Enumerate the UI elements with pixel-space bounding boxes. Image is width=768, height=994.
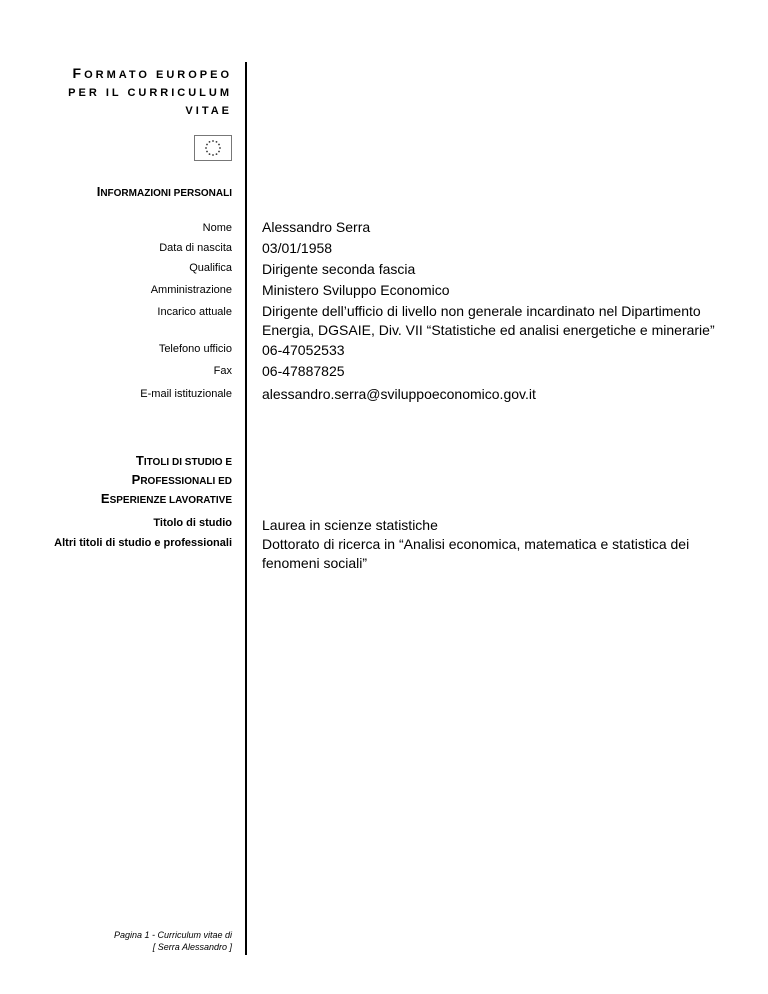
footer-line-2: [ Serra Alessandro ] [152,942,232,952]
label-nome: Nome [202,222,232,234]
page-footer [114,929,232,953]
value-altri-titoli: Dottorato di ricerca in “Analisi economica, matematica e statistica dei fenomeni sociali” [262,536,690,571]
column-divider [245,62,247,955]
label-altri-titoli: Altri titoli di studio e professionali [54,537,232,549]
label-telefono: Telefono ufficio [158,343,232,355]
value-telefono: 06-47052533 [262,342,345,358]
value-data-nascita: 03/01/1958 [262,240,333,256]
value-fax: 06-47887825 [262,363,345,379]
title-line-3: VITAE [185,105,232,117]
label-qualifica: Qualifica [189,262,232,274]
title-line-1: FORMATO EUROPEO [72,65,232,81]
value-email: alessandro.serra@sviluppoeconomico.gov.it [262,386,536,402]
title-line-2: PER IL CURRICULUM [68,87,232,99]
footer-line-1: Pagina 1 - Curriculum vitae di [113,930,232,940]
value-amministrazione: Ministero Sviluppo Economico [262,282,450,298]
value-incarico: Dirigente dell’ufficio di livello non generale incardinato nel Dipartimento Energia, DGSAIE, Div. VII “Statistiche ed analisi energetiche e minerarie” [262,303,715,338]
label-titolo-studio: Titolo di studio [153,517,232,529]
label-fax: Fax [213,365,232,377]
value-nome: Alessandro Serra [262,219,371,235]
label-incarico: Incarico attuale [157,306,232,318]
document-title [68,64,232,120]
label-email: E-mail istituzionale [140,388,232,400]
label-amministrazione: Amministrazione [150,284,232,296]
value-titolo-studio: Laurea in scienze statistiche [262,517,438,533]
section-heading-personal: INFORMAZIONI PERSONALI [96,184,232,199]
label-data-nascita: Data di nascita [159,242,232,254]
eu-flag-icon [194,135,232,161]
value-qualifica: Dirigente seconda fascia [262,261,416,277]
section-heading-education: TITOLI DI STUDIO E PROFESSIONALI ED ESPERIENZE LAVORATIVE [100,453,232,506]
